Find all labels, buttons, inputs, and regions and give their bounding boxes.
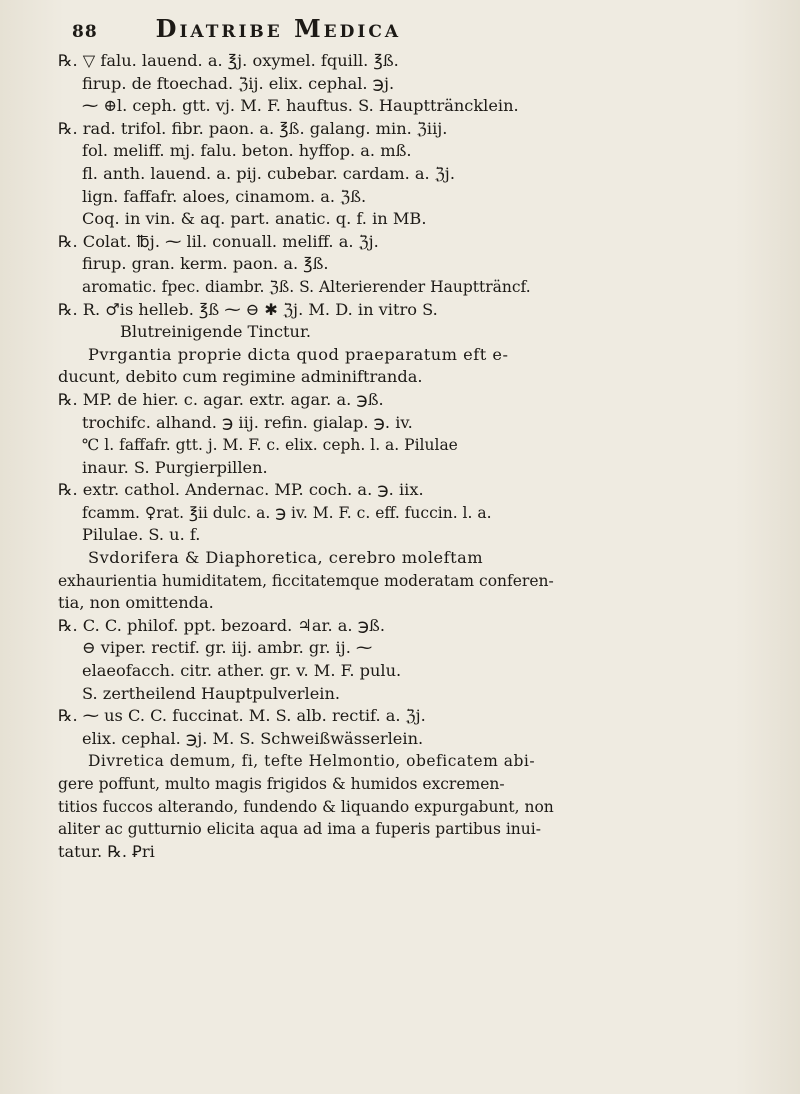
text-line: gere poffunt, multo magis frigidos & humidos excremen- xyxy=(58,775,505,793)
text-line: ℞. extr. cathol. Andernac. MP. coch. a. ℈. iix. xyxy=(58,480,424,500)
text-line: ℞. MP. de hier. c. agar. extr. agar. a. ℈ß. xyxy=(58,389,384,409)
text-line: tia, non omittenda. xyxy=(58,593,214,613)
text-line: Coq. in vin. & aq. part. anatic. q. f. in MB. xyxy=(82,209,427,229)
page-header xyxy=(72,14,760,50)
running-title: Diatribe Medica xyxy=(155,14,402,43)
section-heading: Pvrgantia proprie dicta quod praeparatum eft e- xyxy=(88,344,509,364)
text-line: inaur. S. Purgierpillen. xyxy=(82,457,268,477)
text-line: ℞. rad. trifol. fibr. paon. a. ℥ß. galang. min. ℨiij. xyxy=(58,118,448,138)
section-heading: Divretica demum, fi, tefte Helmontio, obeficatem abi- xyxy=(88,752,536,771)
text-line: ⊖ viper. rectif. gr. iij. ambr. gr. ij. ⁓ xyxy=(82,638,373,658)
text-line: ℞. R. ♂is helleb. ℥ß ⁓ ⊖ ✱ ℨj. M. D. in vitro S. xyxy=(58,299,438,319)
text-line: ⁓ ⊕l. ceph. gtt. vj. M. F. hauftus. S. Hauptträncklein. xyxy=(82,96,519,116)
page-number: 88 xyxy=(72,22,98,42)
text-line: firup. gran. kerm. paon. a. ℥ß. xyxy=(82,254,329,274)
section-heading: Svdorifera & Diaphoretica, cerebro moleftam xyxy=(88,548,484,568)
text-line: ℃ l. faffafr. gtt. j. M. F. c. elix. ceph. l. a. Pilulae xyxy=(82,436,458,455)
text-line: Blutreinigende Tinctur. xyxy=(120,322,312,342)
text-line: trochifc. alhand. ℈ iij. refin. gialap. ℈. iv. xyxy=(82,412,413,432)
text-line: elix. cephal. ℈j. M. S. Schweißwässerlein. xyxy=(82,728,424,748)
text-line: firup. de ftoechad. ℨij. elix. cephal. ℈j. xyxy=(82,73,395,93)
text-line: ℞. ⁓ us C. C. fuccinat. M. S. alb. rectif. a. ℨj. xyxy=(58,706,426,726)
text-line: elaeofacch. citr. ather. gr. v. M. F. pulu. xyxy=(82,661,402,681)
text-line: aromatic. fpec. diambr. ℨß. S. Alterierender Hauptträncf. xyxy=(82,277,531,296)
text-line: ducunt, debito cum regimine adminiftranda. xyxy=(58,367,423,387)
text-line: fl. anth. lauend. a. pij. cubebar. cardam. a. ℨj. xyxy=(82,163,455,183)
text-line: exhaurientia humiditatem, ficcitatemque moderatam conferen- xyxy=(58,571,554,590)
recipe-text xyxy=(58,50,760,863)
text-line: lign. faffafr. aloes, cinamom. a. ℨß. xyxy=(82,186,367,206)
text-line: ℞. C. C. philof. ppt. bezoard. ♃ar. a. ℈ß. xyxy=(58,615,385,635)
text-line: ℞. ▽ falu. lauend. a. ℥j. oxymel. fquill. ℥ß. xyxy=(58,51,399,70)
text-line: fol. meliff. mj. falu. beton. hyffop. a. mß. xyxy=(82,141,412,161)
text-line: S. zertheilend Hauptpulverlein. xyxy=(82,683,341,703)
text-line: aliter ac gutturnio elicita aqua ad ima a fuperis partibus inui- xyxy=(58,820,541,839)
text-line: titios fuccos alterando, fundendo & liquando expurgabunt, non xyxy=(58,797,554,816)
text-line: tatur. ℞. Ꝑri xyxy=(58,841,155,861)
text-line: fcamm. ♀rat. ℥ii dulc. a. ℈ iv. M. F. c. eff. fuccin. l. a. xyxy=(82,503,492,522)
text-line: ℞. Colat. ℔j. ⁓ lil. conuall. meliff. a. ℨj. xyxy=(58,231,379,251)
text-line: Pilulae. S. u. f. xyxy=(82,525,201,545)
